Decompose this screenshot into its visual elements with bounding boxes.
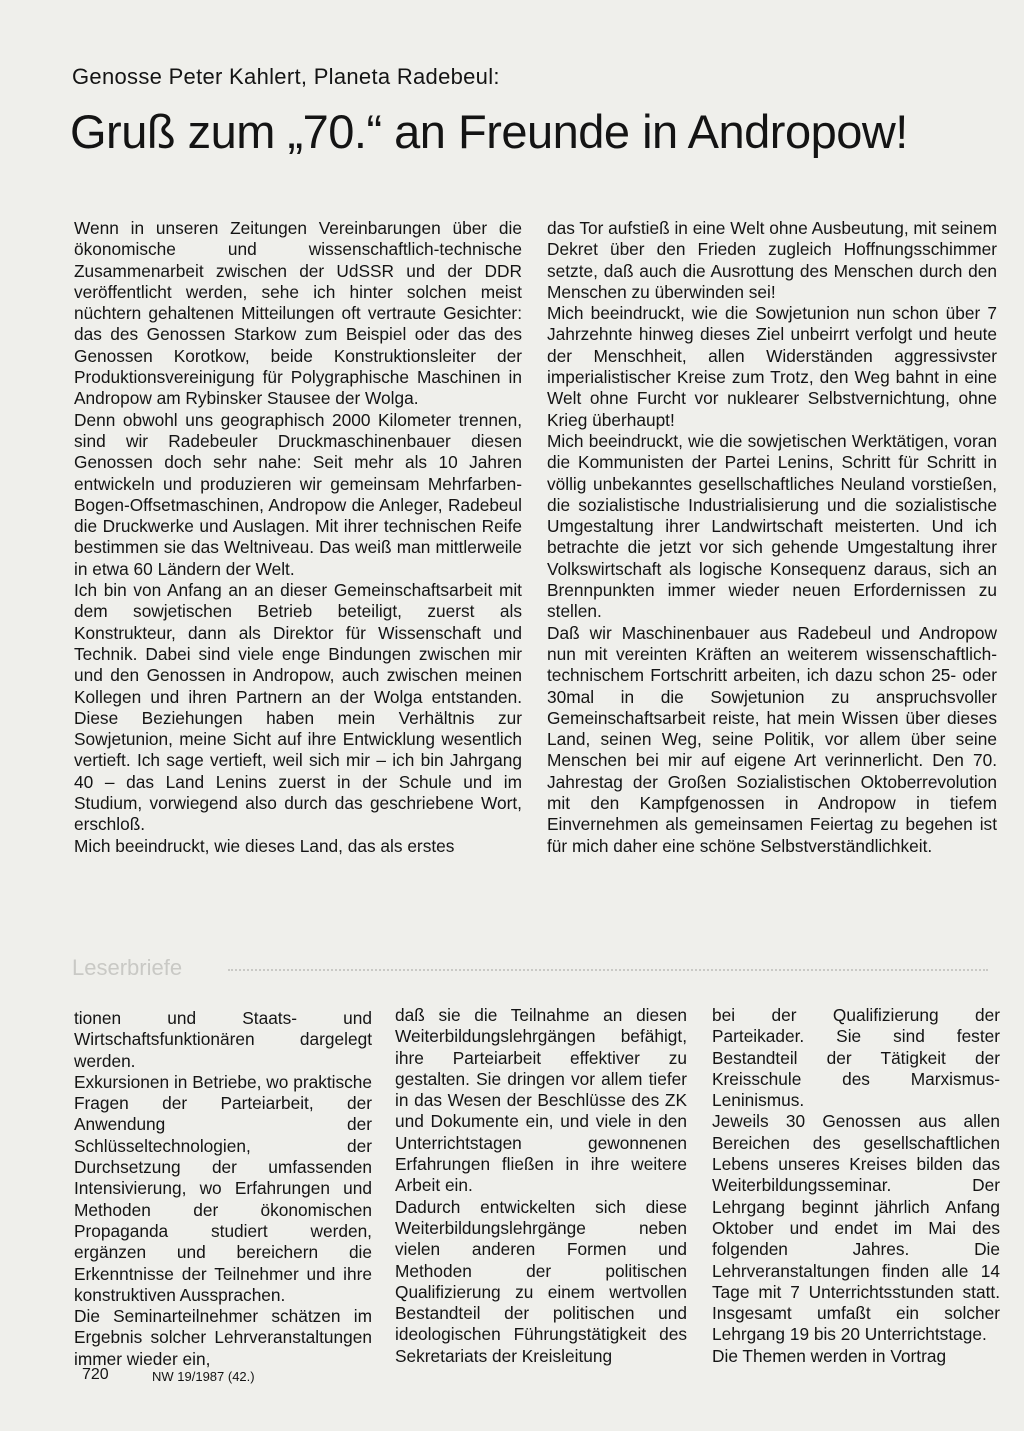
article-column-left: Wenn in unseren Zeitungen Vereinbarungen über die ökonomische und wissenschaftlich-technische Zusammenarbeit zwischen der UdSSR und der DDR veröffentlicht werden, sehe ich hinter solchen meist nüchtern gehaltenen Mitteilungen oft vertraute Gesichter: das des Genossen Starkow zum Beispiel oder das des Genossen Korotkow, beide Konstruktionsleiter der Produktionsvereinigung für Polygraphische Maschinen in Andropow am Rybinsker Stausee der Wolga. Denn obwohl uns geographisch 2000 Kilometer trennen, sind wir Radebeuler Druckmaschinenbauer diesen Genossen doch sehr nahe: Seit mehr als 10 Jahren entwickeln und produzieren wir gemeinsam Mehrfarben-Bogen-Offsetmaschinen, Andropow die Anleger, Radebeul die Druckwerke und Auslagen. Mit ihrer technischen Reife bestimmen sie das Weltniveau. Das weiß man mittlerweile in etwa 60 Ländern der Welt. Ich bin von Anfang an an dieser Gemeinschaftsarbeit mit dem sowjetischen Betrieb beteiligt, zuerst als Konstrukteur, dann als Direktor für Wissenschaft und Technik. Dabei sind viele enge Bindungen zwischen mir und den Genossen in Andropow, auch zwischen meinen Kollegen und ihren Partnern an der Wolga entstanden. Diese Beziehungen haben mein Verhältnis zur Sowjetunion, meine Sicht auf ihre Entwicklung wesentlich vertieft. Ich sage vertieft, weil sich mir – ich bin Jahrgang 40 – das Land Lenins zuerst in der Schule und im Studium, vorwiegend also durch das geschriebene Wort, erschloß. Mich beeindruckt, wie dieses Land, das als erstes <box>74 218 522 856</box>
continuation-column-1: tionen und Staats- und Wirtschaftsfunktionären dargelegt werden. Exkursionen in Betriebe, wo praktische Fragen der Parteiarbeit, der Anwendung der Schlüsseltechnologien, der Durchsetzung der umfassenden Intensivierung, wo Erfahrungen und Methoden der ökonomischen Propaganda studiert werden, ergänzen und bereichern die Erkenntnisse der Teilnehmer und ihre konstruktiven Aussprachen. Die Seminarteilnehmer schätzen im Ergebnis solcher Lehrveranstaltungen immer wieder ein, <box>74 1008 372 1369</box>
issue-reference: NW 19/1987 (42.) <box>152 1369 255 1384</box>
section-divider <box>228 969 988 971</box>
continuation-column-2: daß sie die Teilnahme an diesen Weiterbildungslehrgängen befähigt, ihre Parteiarbeit effektiver zu gestalten. Sie dringen vor allem tiefer in das Wesen der Beschlüsse des ZK und Dokumente ein, und viele in den Unterrichtstagen gewonnenen Erfahrungen fließen in ihre weitere Arbeit ein. Dadurch entwickelten sich diese Weiterbildungslehrgänge neben vielen anderen Formen und Methoden der politischen Qualifizierung zu einem wertvollen Bestandteil der politischen und ideologischen Führungstätigkeit des Sekretariats der Kreisleitung <box>395 1005 687 1366</box>
author-line: Genosse Peter Kahlert, Planeta Radebeul: <box>72 64 500 89</box>
article-column-right: das Tor aufstieß in eine Welt ohne Ausbeutung, mit seinem Dekret über den Frieden zugleich Hoffnungsschimmer setzte, daß auch die Ausrottung des Menschen durch den Menschen zu überwinden sei! Mich beeindruckt, wie die Sowjetunion nun schon über 7 Jahrzehnte hinweg dieses Ziel unbeirrt verfolgt und heute der Menschheit, allen Widerständen aggressivster imperialistischer Kreise zum Trotz, den Weg bahnt in eine Welt ohne Furcht vor nuklearer Selbstvernichtung, ohne Krieg überhaupt! Mich beeindruckt, wie die sowjetischen Werktätigen, voran die Kommunisten der Partei Lenins, Schritt für Schritt in völlig unbekanntes gesellschaftliches Neuland vorstießen, die sozialistische Industrialisierung und die sozialistische Umgestaltung ihrer Landwirtschaft meisterten. Und ich betrachte die jetzt vor sich gehende Umgestaltung ihrer Volkswirtschaft als logische Konsequenz daraus, sich an Brennpunkten immer wieder neuen Erfordernissen zu stellen. Daß wir Maschinenbauer aus Radebeul und Andropow nun mit vereinten Kräften an weiterem wissenschaftlich-technischem Fortschritt arbeiten, ich dazu schon 25- oder 30mal in die Sowjetunion zu anspruchsvoller Gemeinschaftsarbeit reiste, hat mein Wissen über dieses Land, seinen Weg, seine Politik, vor allem über seine Menschen bei mir auf eigene Art verinnerlicht. Den 70. Jahrestag der Großen Sozialistischen Oktoberrevolution mit den Kampfgenossen in Andropow in tiefem Einvernehmen als gemeinsamen Feiertag zu begehen ist für mich daher eine schöne Selbstverständlichkeit. <box>547 218 997 856</box>
continuation-column-3: bei der Qualifizierung der Parteikader. Sie sind fester Bestandteil der Tätigkeit der Kreisschule des Marxismus-Leninismus. Jeweils 30 Genossen aus allen Bereichen des gesellschaftlichen Lebens unseres Kreises bilden das Weiterbildungsseminar. Der Lehrgang beginnt jährlich Anfang Oktober und endet im Mai des folgenden Jahres. Die Lehrveranstaltungen finden alle 14 Tage mit 7 Unterrichtsstunden statt. Insgesamt umfaßt ein solcher Lehrgang 19 bis 20 Unterrichtstage. Die Themen werden in Vortrag <box>712 1005 1000 1366</box>
article-title: Gruß zum „70.“ an Freunde in Andropow! <box>70 105 908 158</box>
page-number: 720 <box>82 1366 109 1383</box>
section-label: Leserbriefe <box>72 955 183 980</box>
